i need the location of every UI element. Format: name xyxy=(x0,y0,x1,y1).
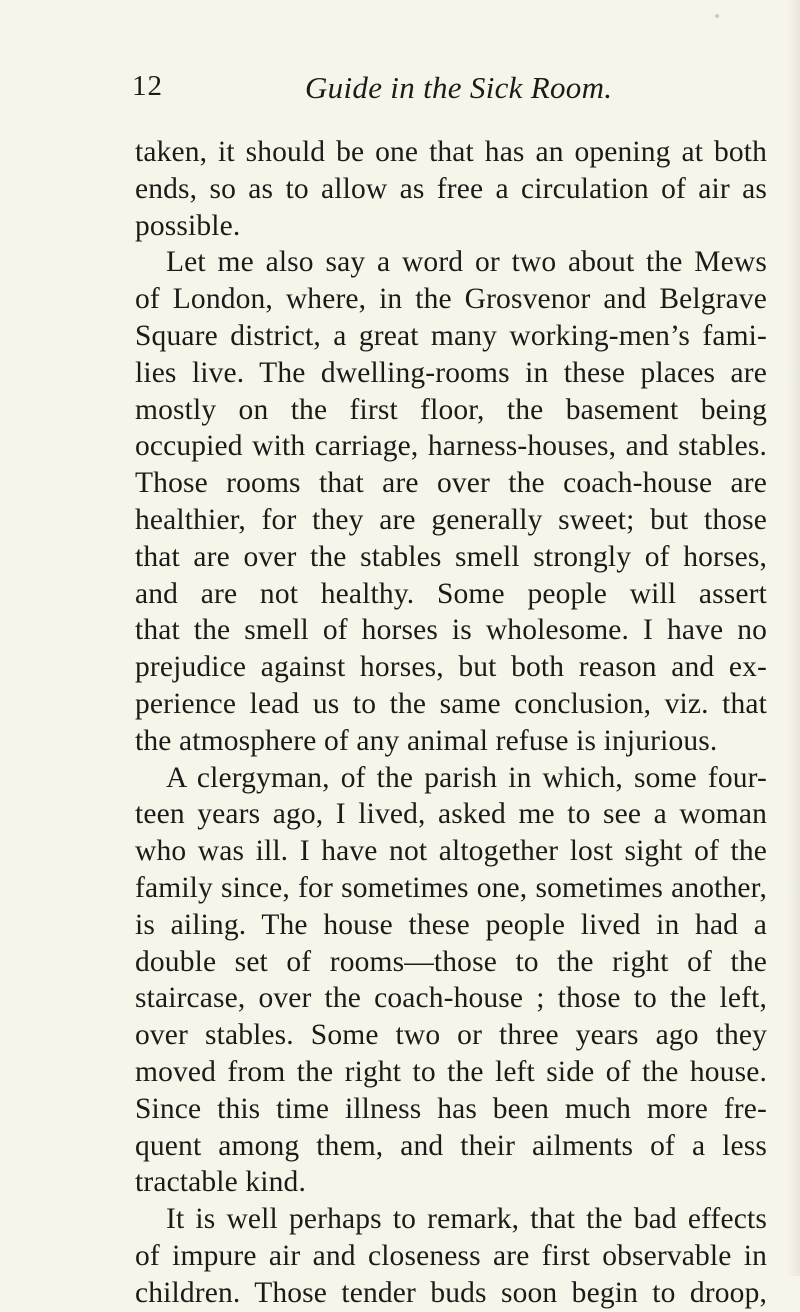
text-line: taken, it should be one that has an opening at both xyxy=(135,136,767,168)
text-line: staircase, over the coach-house ; those to the left, xyxy=(135,982,767,1015)
text-line: perience lead us to the same conclusion, viz. that xyxy=(135,687,767,720)
text-line: that the smell of horses is wholesome. I have no xyxy=(135,614,767,647)
text-line: who was ill. I have not altogether lost sight of the xyxy=(135,835,767,868)
text-line: family since, for sometimes one, sometimes another, xyxy=(135,871,767,904)
text-line: lies live. The dwelling-rooms in these places are xyxy=(135,356,767,389)
text-line: ends, so as to allow as free a circulation of air as xyxy=(135,172,767,205)
text-line: occupied with carriage, harness-houses, and stables. xyxy=(135,430,767,463)
text-line: possible. xyxy=(135,209,241,242)
running-head: Guide in the Sick Room. xyxy=(305,70,613,105)
text-line: healthier, for they are generally sweet; but those xyxy=(135,503,767,536)
text-line: prejudice against horses, but both reason and ex- xyxy=(135,651,767,684)
text-line: quent among them, and their ailments of a less xyxy=(135,1129,767,1162)
text-line: is ailing. The house these people lived in had a xyxy=(135,908,767,941)
text-line: double set of rooms—those to the right of the xyxy=(135,945,767,978)
text-line: A clergyman, of the parish in which, some four- xyxy=(166,761,767,794)
page-edge-shadow xyxy=(786,0,800,1276)
text-line: of impure air and closeness are first observable in xyxy=(135,1239,767,1272)
text-line: Let me also say a word or two about the Mews xyxy=(166,246,767,279)
text-line: teen years ago, I lived, asked me to see a woman xyxy=(135,798,767,831)
text-line: mostly on the first floor, the basement being xyxy=(135,393,767,426)
text-line: Square district, a great many working-men’s fami- xyxy=(135,319,767,352)
text-line: Since this time illness has been much more fre- xyxy=(135,1092,767,1125)
text-line: and are not healthy. Some people will assert xyxy=(135,577,767,610)
page-header xyxy=(132,70,772,110)
paper-speck xyxy=(715,14,719,18)
text-line: tractable kind. xyxy=(135,1166,306,1199)
body-text xyxy=(135,134,767,1312)
text-line: moved from the right to the left side of the house. xyxy=(135,1055,767,1088)
text-line: children. Those tender buds soon begin to droop, xyxy=(135,1276,767,1309)
text-line: over stables. Some two or three years ago they xyxy=(135,1019,767,1052)
text-line: the atmosphere of any animal refuse is injurious. xyxy=(135,724,718,757)
text-line: that are over the stables smell strongly of horses, xyxy=(135,540,767,573)
page-number: 12 xyxy=(132,70,163,102)
text-line: It is well perhaps to remark, that the bad effects xyxy=(166,1203,767,1236)
text-line: Those rooms that are over the coach-house are xyxy=(135,467,767,500)
text-line: of London, where, in the Grosvenor and Belgrave xyxy=(135,283,767,316)
